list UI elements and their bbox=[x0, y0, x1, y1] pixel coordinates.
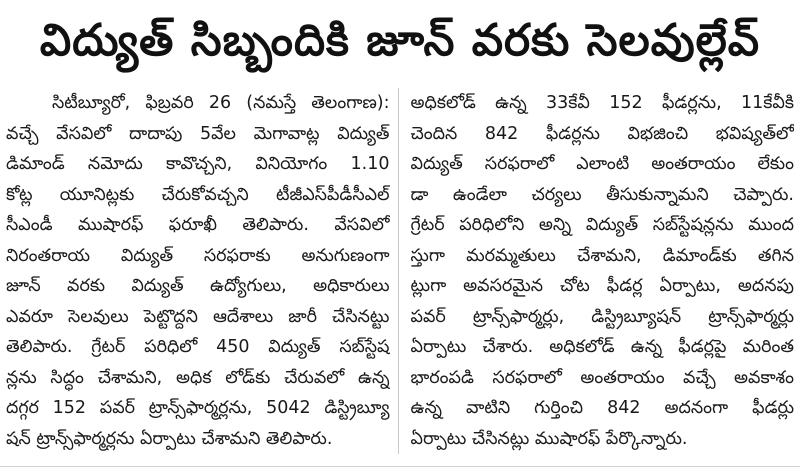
text-line: గ్రేటర్ పరిధిలోని అన్ని విద్యుత్ సబ్‌స్టేషన్లను ముంద bbox=[410, 215, 794, 235]
bottom-rule bbox=[0, 466, 800, 467]
text-line: స్తుగా మరమ్మతులు చేశామని, డిమాండ్‌కు తగిన bbox=[410, 245, 794, 266]
text-line: డా ఉండేలా చర్యలు తీసుకున్నామని చెప్పారు. bbox=[410, 184, 794, 205]
text-line: ఎవరూ సెలవులు పెట్టొద్దని ఆదేశాలు జారీ చేసినట్టు bbox=[6, 306, 390, 327]
text-line: సిటీబ్యూరో, ఫిబ్రవరి 26 (నమస్తే తెలంగాణ): bbox=[52, 93, 390, 113]
text-line: తెలిపారు. గ్రేటర్ పరిధిలో 450 విద్యుత్ సబ్‌స్టేష bbox=[6, 337, 390, 357]
text-line: విద్యుత్ సరఫరాలో ఎలాంటి అంతరాయం లేకుం bbox=[410, 154, 794, 174]
text-line: ఉన్న వాటిని గుర్తించి 842 అదనంగా ఫీడర్లు bbox=[410, 398, 794, 418]
text-line: న్లను సిద్ధం చేశామని, అధిక లోడ్‌కు చేరువలో ఉన్న bbox=[6, 367, 390, 388]
text-line: కోట్ల యూనిట్లకు చేరుకోవచ్చని టీజీఎస్‌పీడీసీఎల్ bbox=[6, 184, 390, 205]
text-line: ఏర్పాటు చేసినట్లు ముషారఫ్ పేర్కొన్నారు. bbox=[410, 428, 688, 449]
text-line: చెందిన 842 ఫీడర్లను విభజించి భవిష్యత్‌లో bbox=[410, 123, 794, 144]
text-line: అధికలోడ్ ఉన్న 33కేవీ 152 ఫీడర్లను, 11కేవీకి bbox=[410, 93, 794, 113]
text-line: ట్లుగా అవసరమైన చోట ఫీడర్ల ఏర్పాటు, అదనపు bbox=[410, 276, 794, 296]
text-line: భారంపడి సరఫరాలో అంతరాయం వచ్చే అవకాశం bbox=[410, 367, 794, 388]
text-line: ఏర్పాటు చేశారు. అధికలోడ్ ఉన్న ఫీడర్లపై మరింత bbox=[410, 337, 794, 357]
text-line: షన్ ట్రాన్స్‌ఫార్మర్లను ఏర్పాటు చేశామని తెలిపారు. bbox=[6, 428, 333, 449]
text-line: పవర్ ట్రాన్స్‌ఫార్మర్లు, డిస్ట్రిబ్యూషన్ ట్రాన్స్‌ఫార్మర్లు bbox=[410, 306, 794, 327]
text-line: సీఎండీ ముషారఫ్ ఫరూఖీ తెలిపారు. వేసవిలో bbox=[6, 215, 390, 235]
text-line: దగ్గర 152 పవర్ ట్రాన్స్‌ఫార్మర్లను, 5042 డిస్ట్రిబ్యూ bbox=[6, 398, 390, 418]
headline: విద్యుత్ సిబ్బందికి జూన్ వరకు సెలవుల్లేవ్ bbox=[39, 15, 761, 66]
article-body bbox=[6, 88, 794, 454]
left-column bbox=[6, 88, 399, 454]
text-line: జూన్ వరకు విద్యుత్ ఉద్యోగులు, అధికారులు bbox=[6, 276, 390, 296]
right-column bbox=[399, 88, 795, 454]
text-line: వచ్చే వేసవిలో దాదాపు 5వేల మెగావాట్ల విద్యుత్ bbox=[6, 123, 390, 144]
text-line: నిరంతరాయ విద్యుత్ సరఫరాకు అనుగుణంగా bbox=[6, 245, 390, 266]
text-line: డిమాండ్ నమోదు కావొచ్చని, వినియోగం 1.10 bbox=[6, 154, 390, 174]
